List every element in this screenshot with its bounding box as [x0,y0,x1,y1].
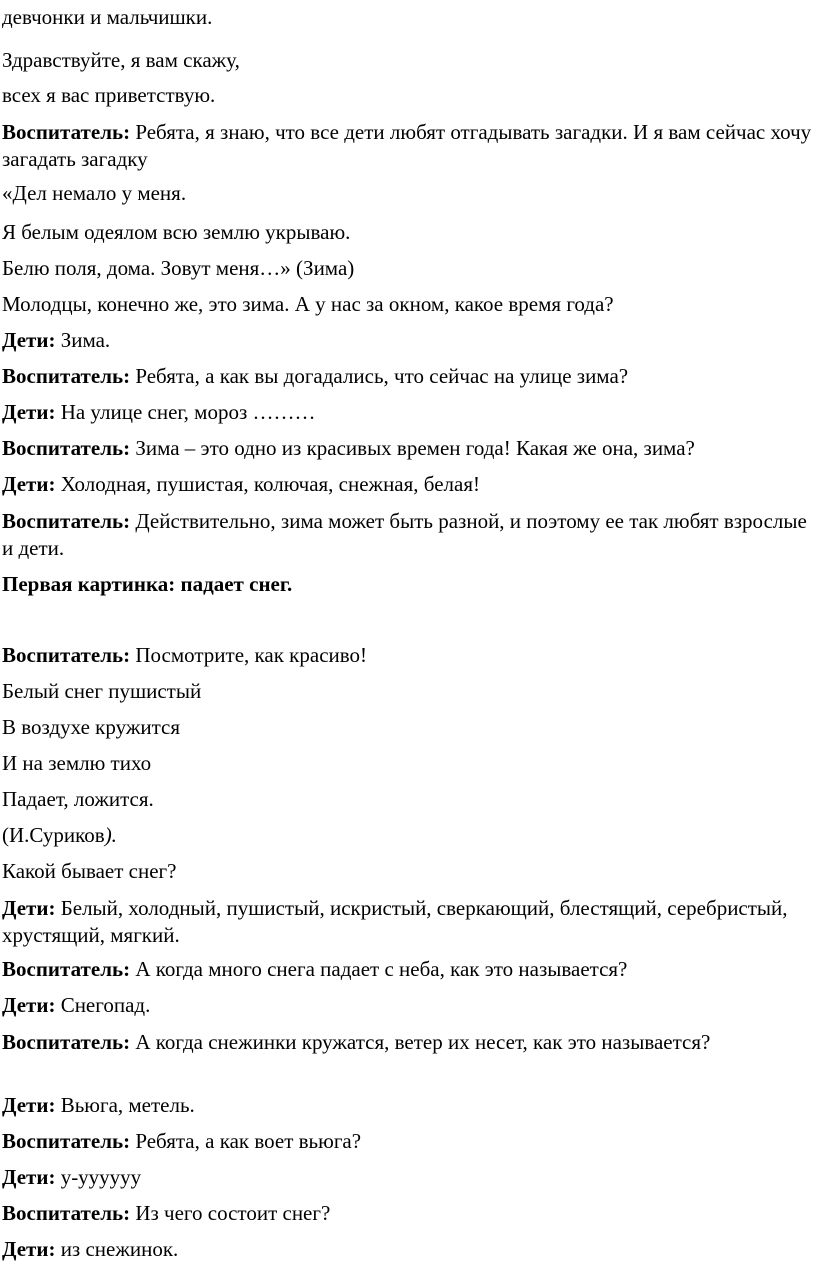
speaker-label: Дети: [2,1093,56,1117]
dialogue-line [2,327,814,354]
dialogue-line [2,363,814,390]
dialogue-line [2,1029,816,1056]
paragraph: «Дел немало у меня. [2,181,187,205]
paragraph: всех я вас приветствую. [2,83,216,107]
speaker-label: Дети: [2,1237,56,1261]
dialogue-line [2,1200,814,1227]
dialogue-line [2,508,816,562]
dialogue-line [2,1164,814,1191]
dialogue-text: Белый, холодный, пушистый, искристый, сверкающий, блестящий, серебристый, хрустящий, мягкий. [2,896,788,947]
dialogue-line [2,1128,814,1155]
speaker-label: Воспитатель: [2,643,131,667]
speaker-label: Дети: [2,328,56,352]
dialogue-text: Вьюга, метель. [55,1093,195,1117]
dialogue-text: Ребята, а как вы догадались, что сейчас на улице зима? [130,364,629,388]
dialogue-text: Снегопад. [55,993,151,1017]
dialogue-line [2,435,814,462]
poem-line: И на землю тихо [2,751,152,775]
dialogue-line [2,1092,814,1119]
speaker-label: Воспитатель: [2,364,131,388]
paragraph: Белю поля, дома. Зовут меня…» (Зима) [2,256,355,280]
speaker-label: Дети: [2,472,56,496]
speaker-label: Воспитатель: [2,120,131,144]
dialogue-text: Холодная, пушистая, колючая, снежная, белая! [55,472,480,496]
speaker-label: Воспитатель: [2,1201,131,1225]
dialogue-line [2,895,816,949]
dialogue-text: Зима – это одно из красивых времен года! Какая же она, зима? [130,436,695,460]
speaker-label: Дети: [2,400,56,424]
poem-line: Белый снег пушистый [2,679,202,703]
dialogue-text: Из чего состоит снег? [130,1201,331,1225]
dialogue-line [2,471,814,498]
paragraph: Я белым одеялом всю землю укрываю. [2,220,351,244]
paragraph: Какой бывает снег? [2,859,177,883]
poem-attribution [2,822,814,849]
speaker-label: Дети: [2,1165,56,1189]
attribution-text: (И.Суриков [2,823,105,847]
dialogue-text: На улице снег, мороз ……… [55,400,316,424]
section-heading: Первая картинка: падает снег. [2,572,293,596]
dialogue-text: из снежинок. [55,1237,179,1261]
poem-line: В воздухе кружится [2,715,180,739]
attribution-close: ). [104,823,117,847]
dialogue-line [2,399,814,426]
speaker-label: Воспитатель: [2,509,131,533]
dialogue-text: Ребята, я знаю, что все дети любят отгадывать загадки. И я вам сейчас хочу загадать загадку [2,120,812,171]
dialogue-line [2,1236,814,1263]
dialogue-text: у-уууууу [55,1165,142,1189]
paragraph: девчонки и мальчишки. [2,5,213,29]
paragraph: Здравствуйте, я вам скажу, [2,48,240,72]
dialogue-text: Посмотрите, как красиво! [130,643,368,667]
dialogue-text: Ребята, а как воет вьюга? [130,1129,362,1153]
paragraph: Молодцы, конечно же, это зима. А у нас за окном, какое время года? [2,292,614,316]
dialogue-text: Действительно, зима может быть разной, и поэтому ее так любят взрослые и дети. [2,509,807,560]
dialogue-text: Зима. [55,328,111,352]
dialogue-text: А когда снежинки кружатся, ветер их несет, как это называется? [130,1030,711,1054]
dialogue-line [2,642,814,669]
dialogue-line [2,992,814,1019]
speaker-label: Дети: [2,993,56,1017]
speaker-label: Воспитатель: [2,1030,131,1054]
dialogue-line [2,956,814,983]
dialogue-line [2,119,816,173]
dialogue-text: А когда много снега падает с неба, как это называется? [130,957,628,981]
speaker-label: Воспитатель: [2,1129,131,1153]
speaker-label: Дети: [2,896,56,920]
poem-line: Падает, ложится. [2,787,154,811]
speaker-label: Воспитатель: [2,957,131,981]
speaker-label: Воспитатель: [2,436,131,460]
